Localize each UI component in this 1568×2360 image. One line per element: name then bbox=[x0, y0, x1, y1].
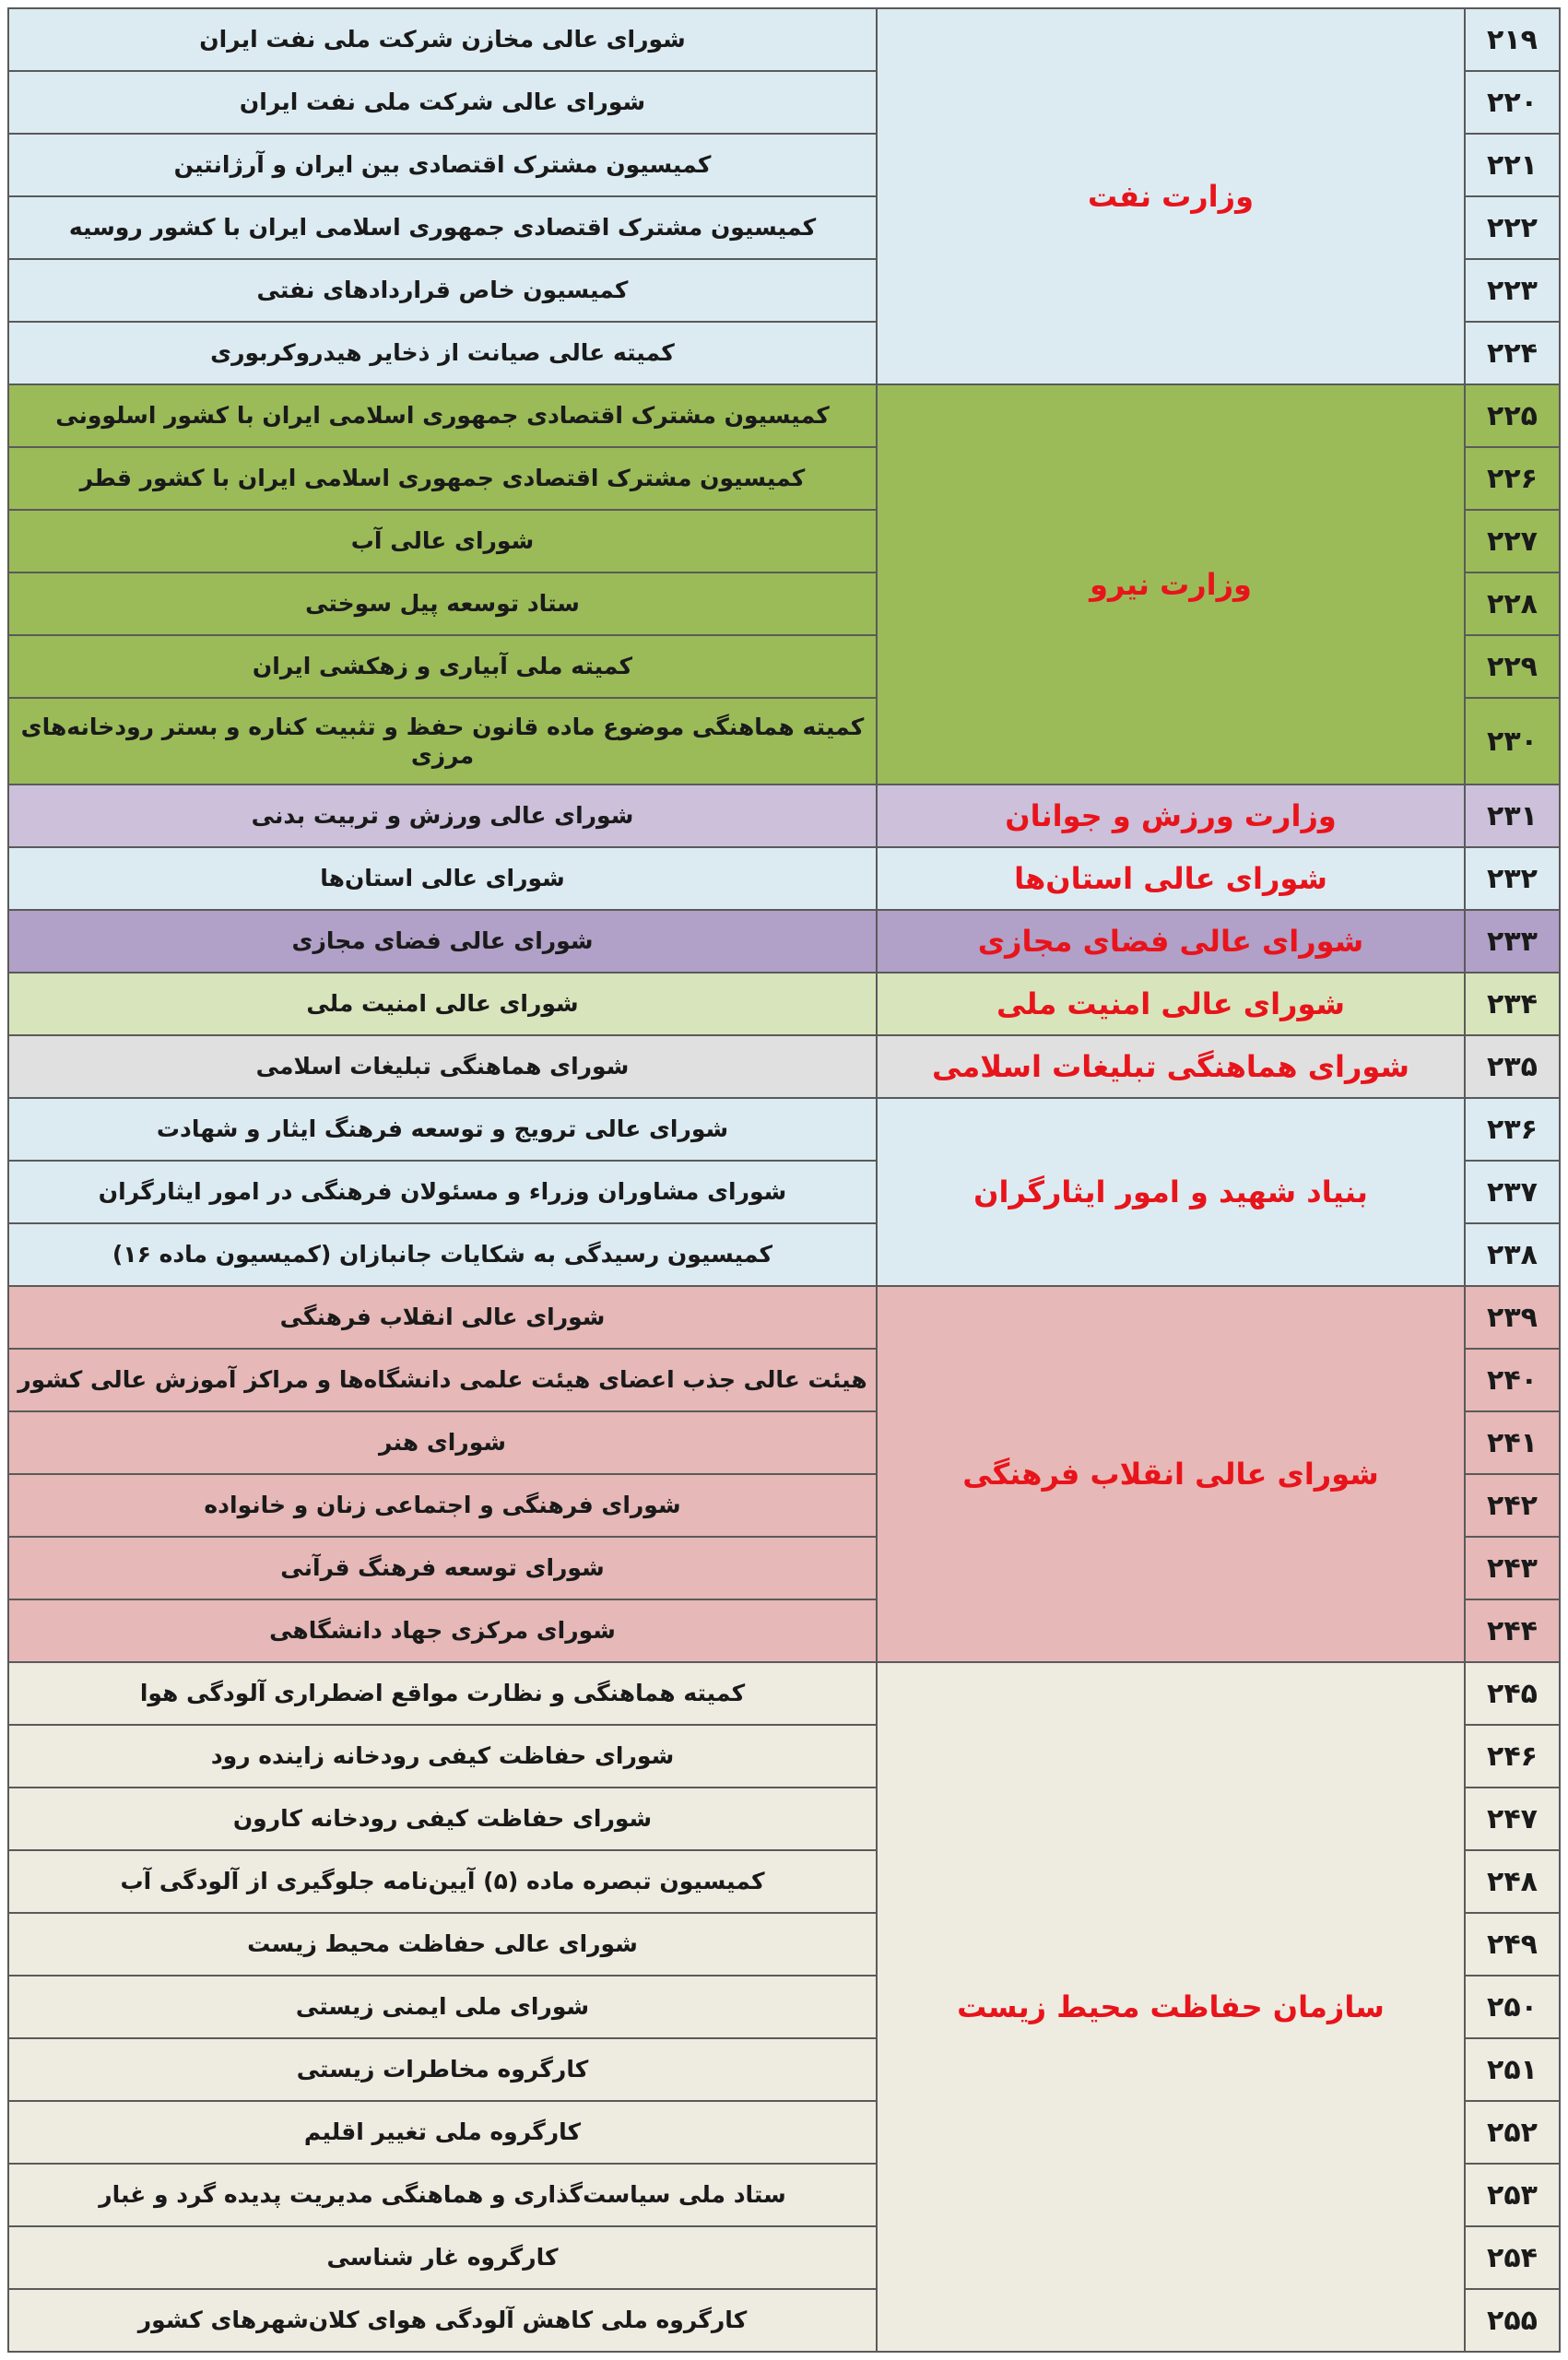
row-number: ۲۵۱ bbox=[1465, 2038, 1560, 2101]
row-title: شورای مرکزی جهاد دانشگاهی bbox=[8, 1599, 877, 1662]
row-title: کمیسیون رسیدگی به شکایات جانبازان (کمیسیون ماده ۱۶) bbox=[8, 1223, 877, 1286]
row-title: ستاد ملی سیاست‌گذاری و هماهنگی مدیریت پدیده گرد و غبار bbox=[8, 2164, 877, 2226]
row-number: ۲۳۴ bbox=[1465, 973, 1560, 1035]
row-title: کارگروه مخاطرات زیستی bbox=[8, 2038, 877, 2101]
row-title: شورای عالی ترویج و توسعه فرهنگ ایثار و شهادت bbox=[8, 1098, 877, 1161]
table-row bbox=[8, 1662, 1560, 1725]
row-title: کارگروه ملی تغییر اقلیم bbox=[8, 2101, 877, 2164]
row-title: شورای هماهنگی تبلیغات اسلامی bbox=[8, 1035, 877, 1098]
row-number: ۲۴۳ bbox=[1465, 1537, 1560, 1599]
table-row bbox=[8, 910, 1560, 973]
row-number: ۲۵۵ bbox=[1465, 2289, 1560, 2352]
row-number: ۲۳۱ bbox=[1465, 785, 1560, 847]
group-name: شورای عالی امنیت ملی bbox=[877, 973, 1465, 1035]
row-number: ۲۲۱ bbox=[1465, 134, 1560, 196]
group-name: شورای عالی استان‌ها bbox=[877, 847, 1465, 910]
group-name: شورای عالی فضای مجازی bbox=[877, 910, 1465, 973]
row-title: شورای مشاوران وزراء و مسئولان فرهنگی در امور ایثارگران bbox=[8, 1161, 877, 1223]
row-title: کمیته هماهنگی و نظارت مواقع اضطراری آلودگی هوا bbox=[8, 1662, 877, 1725]
row-title: شورای هنر bbox=[8, 1411, 877, 1474]
group-name: سازمان حفاظت محیط زیست bbox=[877, 1662, 1465, 2352]
group-name: وزارت نفت bbox=[877, 8, 1465, 384]
row-title: شورای توسعه فرهنگ قرآنی bbox=[8, 1537, 877, 1599]
row-title: کمیسیون تبصره ماده (۵) آیین‌نامه جلوگیری از آلودگی آب bbox=[8, 1850, 877, 1913]
row-title: شورای عالی آب bbox=[8, 510, 877, 572]
row-title: شورای حفاظت کیفی رودخانه زاینده رود bbox=[8, 1725, 877, 1788]
row-number: ۲۴۶ bbox=[1465, 1725, 1560, 1788]
row-title: شورای ملی ایمنی زیستی bbox=[8, 1976, 877, 2038]
row-title: شورای حفاظت کیفی رودخانه کارون bbox=[8, 1788, 877, 1850]
row-number: ۲۳۶ bbox=[1465, 1098, 1560, 1161]
table-row bbox=[8, 1035, 1560, 1098]
row-number: ۲۴۸ bbox=[1465, 1850, 1560, 1913]
row-title: شورای عالی فضای مجازی bbox=[8, 910, 877, 973]
row-number: ۲۲۳ bbox=[1465, 259, 1560, 322]
row-title: کمیته هماهنگی موضوع ماده قانون حفظ و تثبیت کناره و بستر رودخانه‌های مرزی bbox=[8, 698, 877, 785]
row-number: ۲۳۳ bbox=[1465, 910, 1560, 973]
row-number: ۲۲۶ bbox=[1465, 447, 1560, 510]
row-title: شورای عالی ورزش و تربیت بدنی bbox=[8, 785, 877, 847]
committees-table bbox=[7, 7, 1561, 2353]
group-name: بنیاد شهید و امور ایثارگران bbox=[877, 1098, 1465, 1286]
row-number: ۲۳۲ bbox=[1465, 847, 1560, 910]
table-row bbox=[8, 785, 1560, 847]
row-number: ۲۲۰ bbox=[1465, 71, 1560, 134]
table-row bbox=[8, 384, 1560, 447]
row-title: شورای عالی شرکت ملی نفت ایران bbox=[8, 71, 877, 134]
row-title: کمیسیون مشترک اقتصادی جمهوری اسلامی ایران با کشور اسلوونی bbox=[8, 384, 877, 447]
row-number: ۲۳۹ bbox=[1465, 1286, 1560, 1349]
row-number: ۲۲۵ bbox=[1465, 384, 1560, 447]
group-name: وزارت ورزش و جوانان bbox=[877, 785, 1465, 847]
row-number: ۲۵۰ bbox=[1465, 1976, 1560, 2038]
row-title: کمیسیون خاص قراردادهای نفتی bbox=[8, 259, 877, 322]
row-number: ۲۲۲ bbox=[1465, 196, 1560, 259]
row-number: ۲۲۴ bbox=[1465, 322, 1560, 384]
group-name: وزارت نیرو bbox=[877, 384, 1465, 785]
row-number: ۲۴۰ bbox=[1465, 1349, 1560, 1411]
table-row bbox=[8, 8, 1560, 71]
row-number: ۲۵۲ bbox=[1465, 2101, 1560, 2164]
row-title: کارگروه غار شناسی bbox=[8, 2226, 877, 2289]
table-row bbox=[8, 1286, 1560, 1349]
row-title: کمیته عالی صیانت از ذخایر هیدروکربوری bbox=[8, 322, 877, 384]
row-title: کمیسیون مشترک اقتصادی جمهوری اسلامی ایران با کشور روسیه bbox=[8, 196, 877, 259]
row-number: ۲۴۷ bbox=[1465, 1788, 1560, 1850]
row-title: شورای عالی انقلاب فرهنگی bbox=[8, 1286, 877, 1349]
row-number: ۲۴۵ bbox=[1465, 1662, 1560, 1725]
table-row bbox=[8, 1098, 1560, 1161]
row-number: ۲۴۲ bbox=[1465, 1474, 1560, 1537]
group-name: شورای عالی انقلاب فرهنگی bbox=[877, 1286, 1465, 1662]
row-number: ۲۳۷ bbox=[1465, 1161, 1560, 1223]
row-number: ۲۳۵ bbox=[1465, 1035, 1560, 1098]
row-title: کمیسیون مشترک اقتصادی بین ایران و آرژانتین bbox=[8, 134, 877, 196]
group-name: شورای هماهنگی تبلیغات اسلامی bbox=[877, 1035, 1465, 1098]
row-title: شورای فرهنگی و اجتماعی زنان و خانواده bbox=[8, 1474, 877, 1537]
row-number: ۲۲۹ bbox=[1465, 635, 1560, 698]
row-title: شورای عالی مخازن شرکت ملی نفت ایران bbox=[8, 8, 877, 71]
table-row bbox=[8, 973, 1560, 1035]
row-number: ۲۳۸ bbox=[1465, 1223, 1560, 1286]
row-number: ۲۵۳ bbox=[1465, 2164, 1560, 2226]
row-title: شورای عالی استان‌ها bbox=[8, 847, 877, 910]
row-number: ۲۱۹ bbox=[1465, 8, 1560, 71]
row-number: ۲۴۱ bbox=[1465, 1411, 1560, 1474]
row-number: ۲۴۴ bbox=[1465, 1599, 1560, 1662]
table-row bbox=[8, 847, 1560, 910]
table-body bbox=[8, 8, 1560, 2352]
row-title: شورای عالی حفاظت محیط زیست bbox=[8, 1913, 877, 1976]
row-title: کمیته ملی آبیاری و زهکشی ایران bbox=[8, 635, 877, 698]
row-title: هیئت عالی جذب اعضای هیئت علمی دانشگاه‌ها و مراکز آموزش عالی کشور bbox=[8, 1349, 877, 1411]
row-number: ۲۵۴ bbox=[1465, 2226, 1560, 2289]
row-number: ۲۲۸ bbox=[1465, 572, 1560, 635]
row-number: ۲۴۹ bbox=[1465, 1913, 1560, 1976]
row-title: کمیسیون مشترک اقتصادی جمهوری اسلامی ایران با کشور قطر bbox=[8, 447, 877, 510]
row-title: شورای عالی امنیت ملی bbox=[8, 973, 877, 1035]
row-number: ۲۲۷ bbox=[1465, 510, 1560, 572]
row-number: ۲۳۰ bbox=[1465, 698, 1560, 785]
row-title: کارگروه ملی کاهش آلودگی هوای کلان‌شهرهای کشور bbox=[8, 2289, 877, 2352]
row-title: ستاد توسعه پیل سوختی bbox=[8, 572, 877, 635]
